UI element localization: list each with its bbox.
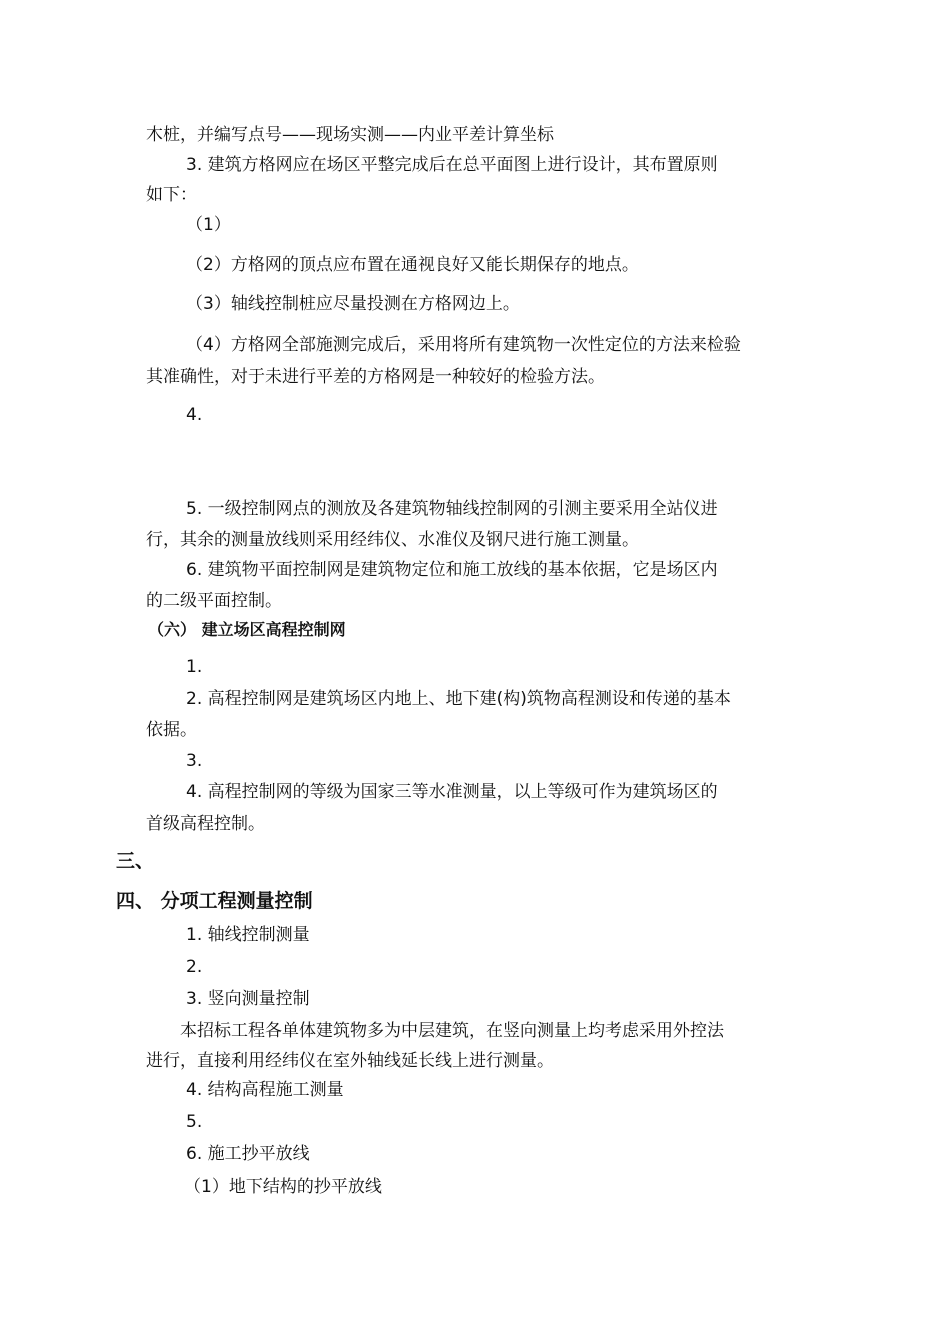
text-line: 4. 结构高程施工测量 xyxy=(186,1080,344,1100)
text-line: 本招标工程各单体建筑物多为中层建筑，在竖向测量上均考虑采用外控法 xyxy=(180,1021,724,1041)
text-line: 其准确性，对于未进行平差的方格网是一种较好的检验方法。 xyxy=(146,367,605,387)
text-line: 1. 轴线控制测量 xyxy=(186,925,310,945)
text-line: 3. 建筑方格网应在场区平整完成后在总平面图上进行设计，其布置原则 xyxy=(186,155,718,175)
section-heading: （六） 建立场区高程控制网 xyxy=(148,620,346,639)
text-line: （4）方格网全部施测完成后，采用将所有建筑物一次性定位的方法来检验 xyxy=(186,335,741,355)
text-line: （2）方格网的顶点应布置在通视良好又能长期保存的地点。 xyxy=(186,255,639,275)
text-line: 2. xyxy=(186,957,203,977)
text-line: 5. xyxy=(186,1112,203,1132)
text-line: 2. 高程控制网是建筑场区内地上、地下建(构)筑物高程测设和传递的基本 xyxy=(186,689,731,709)
text-line: 6. 施工抄平放线 xyxy=(186,1144,310,1164)
text-line: 1. xyxy=(186,657,203,677)
text-line: （3）轴线控制桩应尽量投测在方格网边上。 xyxy=(186,294,520,314)
text-line: 依据。 xyxy=(146,720,197,740)
text-line: 5. 一级控制网点的测放及各建筑物轴线控制网的引测主要采用全站仪进 xyxy=(186,499,718,519)
chapter-heading: 四、 分项工程测量控制 xyxy=(116,890,313,912)
text-line: 进行，直接利用经纬仪在室外轴线延长线上进行测量。 xyxy=(146,1051,554,1071)
text-line: 的二级平面控制。 xyxy=(146,591,282,611)
text-line: 木桩，并编写点号——现场实测——内业平差计算坐标 xyxy=(146,125,554,145)
text-line: 4. 高程控制网的等级为国家三等水准测量，以上等级可作为建筑场区的 xyxy=(186,782,718,802)
text-line: 行，其余的测量放线则采用经纬仪、水准仪及钢尺进行施工测量。 xyxy=(146,530,639,550)
text-line: 3. xyxy=(186,751,203,771)
text-line: （1） xyxy=(186,215,231,235)
text-line: 4. xyxy=(186,405,203,425)
text-line: 6. 建筑物平面控制网是建筑物定位和施工放线的基本依据，它是场区内 xyxy=(186,560,718,580)
text-line: （1）地下结构的抄平放线 xyxy=(184,1177,382,1197)
text-line: 3. 竖向测量控制 xyxy=(186,989,310,1009)
text-line: 首级高程控制。 xyxy=(146,814,265,834)
text-line: 如下： xyxy=(146,185,197,205)
chapter-heading: 三、 xyxy=(116,850,155,872)
